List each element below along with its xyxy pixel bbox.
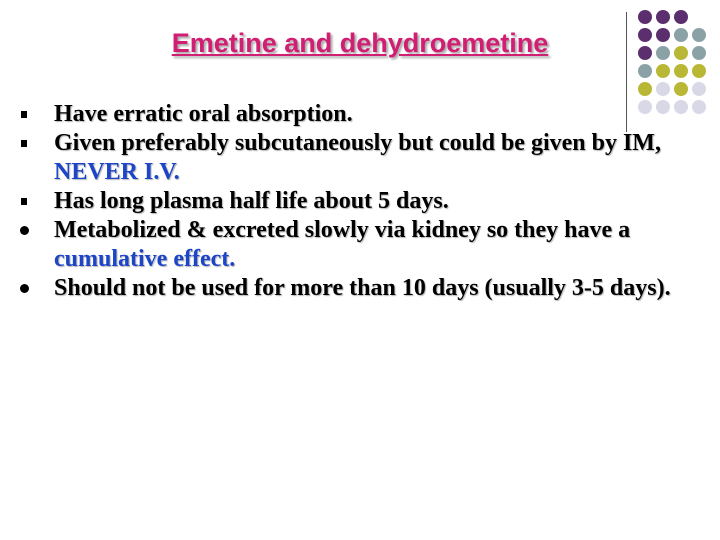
decorative-dot (638, 46, 652, 60)
decorative-dot (656, 28, 670, 42)
square-bullet-icon (16, 187, 32, 216)
decorative-dot (674, 46, 688, 60)
decorative-dot (656, 82, 670, 96)
bullet-text: Should not be used for more than 10 days (usually 3-5 days). (54, 275, 671, 301)
decorative-dot (638, 82, 652, 96)
bullet-text: Have erratic oral absorption. (54, 101, 353, 127)
square-bullet-icon (16, 129, 32, 158)
bullet-text: Metabolized & excreted slowly via kidney so they have a (54, 217, 631, 243)
bullet-item-half-life (16, 187, 696, 216)
bullet-highlight-cumulative-effect: cumulative effect. (54, 246, 236, 272)
decorative-dot (692, 28, 706, 42)
bullet-item-metabolism (16, 216, 696, 274)
circle-bullet-icon (16, 216, 32, 245)
decorative-dot (674, 82, 688, 96)
decorative-dot (674, 10, 688, 24)
decorative-dot (674, 64, 688, 78)
bullet-text: Given preferably subcutaneously but could be given by IM, (54, 130, 661, 156)
bullet-item-duration (16, 274, 696, 303)
bullet-list (16, 100, 696, 303)
decorative-dot (638, 10, 652, 24)
decorative-dot (692, 82, 706, 96)
decorative-dot (692, 46, 706, 60)
bullet-item-administration (16, 129, 696, 187)
circle-bullet-icon (16, 274, 32, 303)
bullet-item-absorption (16, 100, 696, 129)
decorative-dot (638, 64, 652, 78)
bullet-text: Has long plasma half life about 5 days. (54, 188, 449, 214)
decorative-dot (656, 46, 670, 60)
decorative-dot (656, 10, 670, 24)
square-bullet-icon (16, 100, 32, 129)
slide-title: Emetine and dehydroemetine (171, 28, 549, 58)
bullet-highlight-never-iv: NEVER I.V. (54, 159, 180, 185)
decorative-dot (656, 64, 670, 78)
decorative-dot (638, 28, 652, 42)
decorative-dot (692, 64, 706, 78)
decorative-dot (674, 28, 688, 42)
